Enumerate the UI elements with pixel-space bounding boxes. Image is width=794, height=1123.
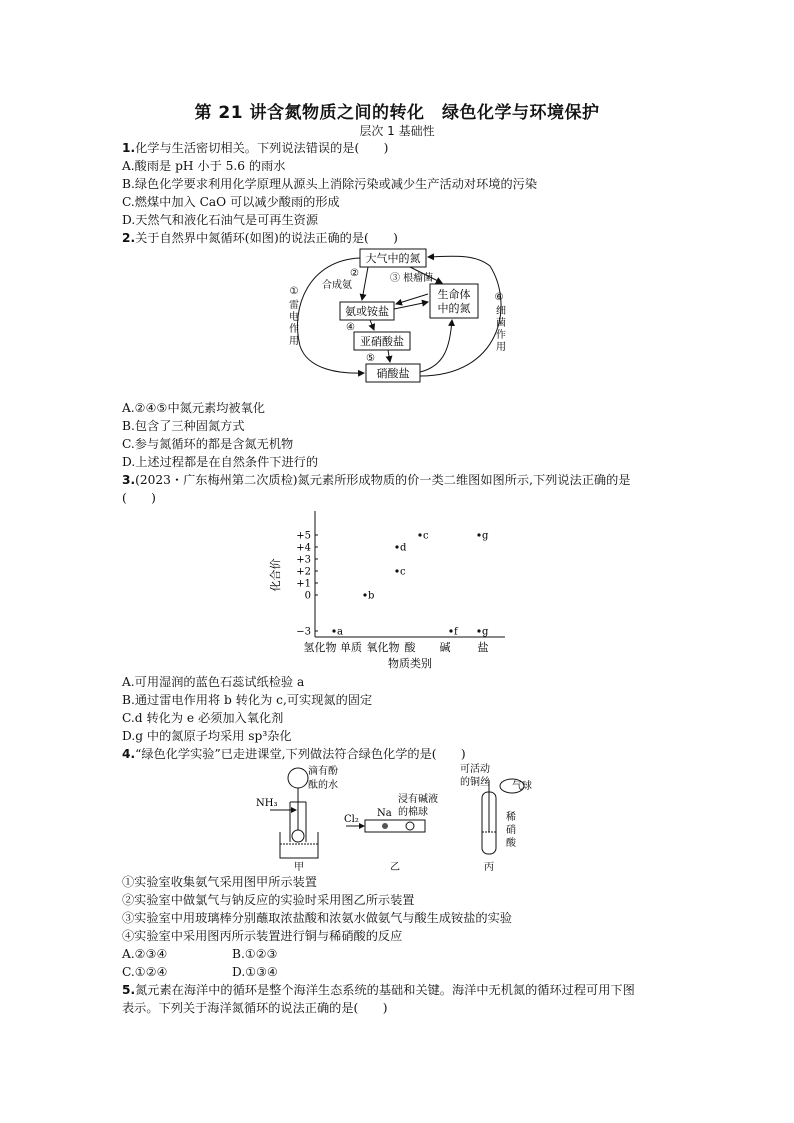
chart-point-label: b: [368, 590, 375, 602]
label-water-line2: 酞的水: [308, 780, 338, 791]
label-na: Na: [377, 808, 392, 819]
q5-number: 5.: [122, 983, 136, 997]
apparatus-figure: [250, 762, 550, 872]
q4-statement-2: ②实验室中做氯气与钠反应的实验时采用图乙所示装置: [122, 893, 415, 907]
label-1-char-4: 用: [289, 336, 299, 347]
label-6-char-1: 细: [496, 306, 506, 317]
label-cotton-line2: 的棉球: [398, 807, 428, 818]
y-tick-label: +1: [296, 578, 311, 590]
label-nh3: NH₃: [256, 798, 278, 809]
label-1-number: ①: [289, 286, 299, 297]
q3-option-a: A.可用湿润的蓝色石蕊试纸检验 a: [122, 675, 305, 689]
chart-point-label: c: [400, 566, 406, 578]
caption-a: 甲: [294, 862, 304, 872]
chart-point-label: c: [423, 530, 429, 542]
apparatus-c: [460, 762, 532, 872]
label-cotton-line1: 浸有碱液: [398, 794, 438, 805]
label-2-text: 合成氨: [322, 280, 352, 291]
q1-option-c: C.燃煤中加入 CaO 可以减少酸雨的形成: [122, 195, 340, 209]
label-wire-line2: 的铜丝: [460, 777, 490, 788]
q4-number: 4.: [122, 747, 136, 761]
label-2-number: ②: [350, 268, 359, 279]
q3-stem: [122, 472, 630, 488]
chart-point: [477, 629, 480, 632]
label-acid-char-2: 硝: [506, 825, 516, 836]
q3-number: 3.: [122, 473, 136, 487]
q3-option-d: D.g 中的氮原子均采用 sp³杂化: [122, 729, 292, 743]
label-cl2: Cl₂: [344, 814, 359, 825]
x-tick-label: 盐: [477, 641, 489, 654]
q4-option-c: C.①②④: [122, 965, 168, 979]
q4-stem-text: “绿色化学实验”已走进课堂,下列做法符合绿色化学的是( ): [135, 747, 466, 761]
label-6-char-3: 作: [496, 330, 506, 341]
box-atmospheric-nitrogen: 大气中的氮: [365, 252, 421, 265]
q2-stem-text: 关于自然界中氮循环(如图)的说法正确的是( ): [135, 231, 398, 245]
label-water-line1: 滴有酚: [308, 766, 338, 777]
page-title: 第 21 讲含氮物质之间的转化 绿色化学与环境保护: [194, 103, 600, 123]
label-6-char-2: 菌: [496, 318, 506, 329]
chart-point: [332, 629, 335, 632]
x-tick-label: 碱: [439, 641, 451, 654]
valence-category-chart: [265, 505, 525, 670]
chart-point: [477, 533, 480, 536]
q1-option-d: D.天然气和液化石油气是可再生资源: [122, 213, 319, 227]
q2-option-b: B.包含了三种固氮方式: [122, 419, 245, 433]
chart-point: [449, 629, 452, 632]
q3-stem-bracket: ( ): [122, 491, 156, 505]
chart-point: [395, 545, 398, 548]
chart-axes: [315, 511, 505, 637]
chart-x-label: 物质类别: [388, 657, 432, 670]
chart-point-label: g: [482, 626, 489, 638]
q5-stem-text: 氮元素在海洋中的循环是整个海洋生态系统的基础和关键。海洋中无机氮的循环过程可用下图: [135, 983, 635, 997]
label-6-char-4: 用: [496, 342, 506, 353]
x-tick-label: 氢化物: [303, 641, 337, 654]
x-tick-label: 氧化物: [366, 641, 400, 654]
chart-point-label: d: [400, 542, 407, 554]
chart-point-label: f: [454, 626, 458, 638]
caption-b: 乙: [390, 862, 400, 872]
section-level: 层次 1 基础性: [359, 124, 435, 138]
label-6-number: ⑥: [494, 292, 504, 303]
box-life-nitrogen-line1: 生命体: [437, 288, 471, 301]
q1-stem-text: 化学与生活密切相关。下列说法错误的是( ): [135, 141, 389, 155]
q5-stem: [122, 982, 635, 998]
apparatus-a: [256, 764, 338, 872]
chart-point: [418, 533, 421, 536]
y-tick-label: +3: [296, 554, 311, 566]
y-tick-label: +2: [296, 566, 311, 578]
label-1-char-1: 雷: [289, 300, 299, 311]
label-3: ③ 根瘤菌: [390, 273, 434, 284]
q3-option-c: C.d 转化为 e 必须加入氧化剂: [122, 711, 284, 725]
q2-option-c: C.参与氮循环的都是含氮无机物: [122, 437, 294, 451]
label-5: ⑤: [366, 353, 375, 364]
q1-option-b: B.绿色化学要求利用化学原理从源头上消除污染或减少生产活动对环境的污染: [122, 177, 538, 191]
q1-option-a: A.酸雨是 pH 小于 5.6 的雨水: [122, 159, 286, 173]
box-ammonia: 氨或铵盐: [345, 305, 389, 318]
chart-y-label: 化合价: [269, 558, 282, 592]
box-life-nitrogen-line2: 中的氮: [437, 302, 471, 315]
box-nitrite: 亚硝酸盐: [360, 335, 404, 348]
y-tick-label: +4: [296, 542, 311, 554]
chart-point-label: g: [482, 530, 489, 542]
chart-point: [363, 593, 366, 596]
x-tick-label: 单质: [340, 641, 362, 654]
y-tick-label: +5: [296, 530, 311, 542]
q3-option-b: B.通过雷电作用将 b 转化为 c,可实现氮的固定: [122, 693, 373, 707]
q2-stem: [122, 230, 398, 246]
box-nitrate: 硝酸盐: [376, 367, 410, 380]
label-1-char-2: 电: [289, 312, 299, 323]
q3-stem-text: (2023・广东梅州第二次质检)氮元素所形成物质的价一类二维图如图所示,下列说法正确的是: [135, 473, 631, 487]
q4-statement-1: ①实验室收集氨气采用图甲所示装置: [122, 875, 317, 889]
apparatus-b: [344, 792, 438, 872]
chart-points: [332, 531, 489, 638]
chart-x-ticks: [304, 640, 489, 654]
q4-option-b: B.①②③: [232, 947, 278, 961]
y-tick-label: 0: [304, 590, 311, 602]
label-acid-char-3: 酸: [506, 838, 516, 849]
q2-option-d: D.上述过程都是在自然条件下进行的: [122, 455, 319, 469]
q2-option-a: A.②④⑤中氮元素均被氧化: [122, 401, 265, 415]
q1-number: 1.: [122, 141, 136, 155]
caption-c: 丙: [484, 862, 494, 872]
q1-stem: [122, 140, 388, 156]
q4-option-d: D.①③④: [232, 965, 278, 979]
q5-stem-line2: 表示。下列关于海洋氮循环的说法正确的是( ): [122, 1001, 388, 1015]
q4-stem: [122, 746, 466, 762]
q4-statement-3: ③实验室中用玻璃棒分别蘸取浓盐酸和浓氨水做氨气与酸生成铵盐的实验: [122, 911, 512, 925]
x-tick-label: 酸: [404, 641, 416, 654]
q4-statement-4: ④实验室中采用图丙所示装置进行铜与稀硝酸的反应: [122, 929, 403, 943]
chart-point-label: a: [337, 626, 343, 638]
label-1-char-3: 作: [289, 324, 299, 335]
label-4: ④: [346, 322, 355, 333]
q4-option-a: A.②③④: [122, 947, 168, 961]
label-wire-line1: 可活动: [460, 764, 490, 775]
label-balloon: 气球: [512, 781, 532, 792]
label-acid-char-1: 稀: [506, 812, 516, 823]
chart-point: [395, 569, 398, 572]
y-tick-label: −3: [296, 626, 311, 638]
nitrogen-cycle-diagram: [270, 246, 530, 386]
q2-number: 2.: [122, 231, 136, 245]
